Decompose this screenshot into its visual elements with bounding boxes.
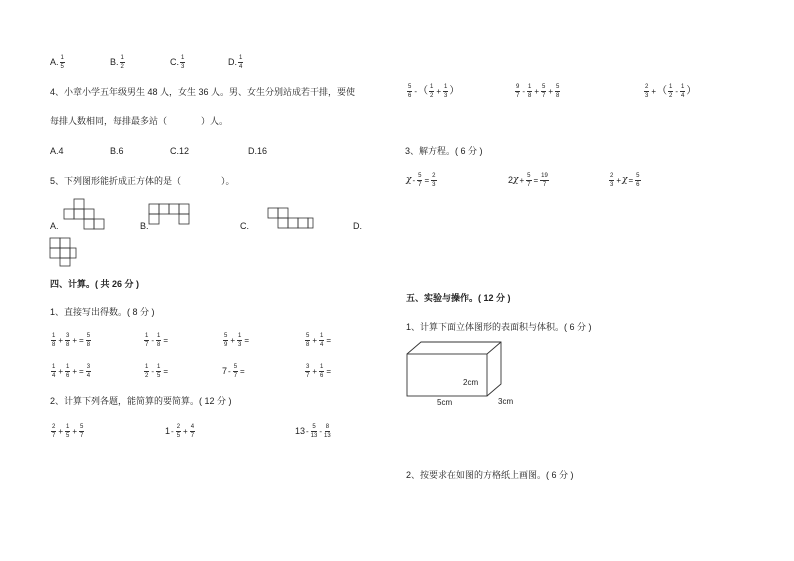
operator: =	[244, 335, 250, 345]
denominator: 3	[238, 342, 242, 348]
operator: -	[319, 426, 323, 436]
q5-label-b: B.	[140, 221, 149, 231]
choice-letter: D.	[228, 57, 237, 67]
fraction	[680, 84, 685, 99]
denominator: 2	[430, 93, 434, 99]
fraction	[237, 333, 242, 348]
fraction	[238, 55, 243, 70]
denominator: 7	[418, 182, 422, 188]
q4-choice-d: D.16	[248, 146, 268, 156]
operator: +	[436, 86, 442, 96]
variable-x: χ	[406, 175, 412, 185]
numerator: 1	[681, 84, 685, 90]
numerator: 5	[80, 424, 84, 430]
fraction	[190, 424, 195, 439]
numerator: 1	[60, 55, 64, 61]
operator: -	[151, 366, 155, 376]
denominator: 8	[52, 342, 56, 348]
denominator: 4	[52, 373, 56, 379]
fraction	[324, 424, 331, 439]
fraction	[417, 173, 422, 188]
denominator: 7	[516, 93, 520, 99]
operator: +	[534, 86, 540, 96]
numerator: 3	[86, 364, 91, 370]
operator: +	[58, 366, 64, 376]
denominator: 4	[681, 93, 685, 99]
cuboid-figure	[405, 340, 505, 400]
denominator: 8	[306, 342, 310, 348]
choice-letter: B.	[110, 57, 119, 67]
fraction	[443, 84, 448, 99]
calc-item	[295, 424, 332, 439]
question-4-line2-b: ）人。	[201, 116, 229, 126]
operator: =	[424, 175, 430, 185]
denominator: 2	[145, 373, 149, 379]
denominator: 8	[66, 342, 70, 348]
numerator: 9	[516, 84, 520, 90]
choice-letter: A.	[50, 57, 59, 67]
fraction	[79, 424, 84, 439]
denominator: 5	[157, 373, 161, 379]
fraction	[635, 173, 640, 188]
operator: +	[72, 335, 78, 345]
calc-item	[165, 424, 196, 439]
numerator: 1	[157, 333, 161, 339]
denominator: 7	[527, 182, 531, 188]
operator: -	[522, 86, 526, 96]
denominator: 8	[556, 93, 560, 99]
operator: =	[79, 366, 84, 376]
fraction	[120, 55, 125, 70]
operator: +	[312, 335, 318, 345]
equation-title: 3、解方程。( 6 分 )	[405, 146, 483, 156]
fraction	[526, 173, 531, 188]
denominator: 3	[181, 64, 185, 70]
q3-choice	[170, 55, 186, 70]
numerator: 5	[233, 364, 238, 370]
calc-item	[143, 333, 169, 348]
q5-label-a: A.	[50, 221, 59, 231]
cube-net-d	[50, 238, 80, 268]
integer: 1	[165, 426, 171, 436]
equation	[608, 173, 642, 188]
operator: -	[412, 175, 416, 185]
calc-q2-title: 2、计算下列各题，能简算的要简算。( 12 分 )	[50, 396, 232, 406]
fraction	[311, 424, 318, 439]
operator: -	[306, 426, 309, 436]
denominator: 7	[80, 433, 84, 439]
q4-choice-b: B.6	[110, 146, 124, 156]
denominator: 8	[157, 342, 161, 348]
cube-net-b	[149, 204, 193, 228]
calc-item	[50, 364, 92, 379]
q3-choice	[228, 55, 244, 70]
parenthesis: ）	[686, 85, 697, 97]
cube-net-c	[268, 208, 314, 230]
question-5-close: ）。	[221, 176, 235, 186]
numerator: 2	[610, 173, 614, 179]
numerator: 5	[636, 173, 640, 179]
numerator: 1	[145, 333, 149, 339]
operator: +	[519, 175, 525, 185]
operator: +	[58, 426, 64, 436]
numerator: 2	[645, 84, 649, 90]
cube-net-a	[64, 199, 110, 231]
calc-item	[514, 84, 561, 99]
integer: 13	[295, 426, 306, 436]
numerator: 5	[224, 333, 228, 339]
denominator: 6	[636, 182, 640, 188]
operator: +	[58, 335, 64, 345]
denominator: 3	[610, 182, 614, 188]
q4-choice-c: C.12	[170, 146, 190, 156]
numerator: 19	[541, 173, 548, 179]
fraction	[429, 84, 434, 99]
question-4-line2-a: 每排人数相同，每排最多站（	[50, 116, 168, 126]
parenthesis: （	[418, 85, 429, 97]
numerator: 1	[181, 55, 185, 61]
denominator: 9	[224, 342, 228, 348]
variable-x: χ	[513, 175, 519, 185]
numerator: 1	[66, 364, 70, 370]
calc-item	[143, 364, 169, 379]
numerator: 1	[157, 364, 161, 370]
operator: +	[616, 175, 622, 185]
numerator: 5	[556, 84, 560, 90]
fraction	[144, 333, 149, 348]
q5-label-d: D.	[353, 221, 362, 231]
variable-x: χ	[622, 175, 628, 185]
fraction	[527, 84, 532, 99]
numerator: 5	[306, 333, 310, 339]
numerator: 5	[408, 84, 412, 90]
calc-item	[304, 333, 332, 348]
denominator: 6	[66, 373, 70, 379]
numerator: 5	[86, 333, 91, 339]
fraction	[233, 364, 238, 379]
denominator: 4	[239, 64, 243, 70]
fraction	[65, 364, 70, 379]
fraction	[65, 333, 70, 348]
denominator: 7	[306, 373, 310, 379]
numerator: 5	[312, 424, 316, 430]
denominator: 7	[190, 433, 195, 439]
denominator: 6	[320, 373, 324, 379]
operator: +	[548, 86, 554, 96]
operator: +	[312, 366, 318, 376]
denominator: 3	[432, 182, 436, 188]
denominator: 3	[444, 93, 448, 99]
fraction	[515, 84, 520, 99]
numerator: 1	[52, 333, 56, 339]
numerator: 5	[542, 84, 546, 90]
numerator: 1	[120, 55, 124, 61]
drawing-q2-title: 2、按要求在如图的方格纸上画图。( 6 分 )	[406, 470, 574, 480]
operator: =	[533, 175, 539, 185]
denominator: 7	[542, 182, 547, 188]
operator: =	[240, 366, 245, 376]
numerator: 1	[430, 84, 434, 90]
denominator: 5	[66, 433, 70, 439]
denominator: 8	[86, 342, 91, 348]
fraction	[156, 364, 161, 379]
cuboid-width-label: 3cm	[498, 397, 514, 406]
denominator: 7	[52, 433, 56, 439]
fraction	[431, 173, 436, 188]
denominator: 5	[60, 64, 64, 70]
question-5-stem: 5、下列图形能折成正方体的是（	[50, 176, 182, 186]
operator: +	[651, 86, 657, 96]
fraction	[60, 55, 65, 70]
denominator: 2	[120, 64, 124, 70]
numerator: 1	[320, 364, 324, 370]
fraction	[609, 173, 614, 188]
operator: =	[79, 335, 84, 345]
question-4-line2	[50, 117, 228, 126]
section-4-title: 四、计算。( 共 26 分 )	[50, 279, 140, 289]
denominator: 7	[233, 373, 238, 379]
section-5-title: 五、实验与操作。( 12 分 )	[406, 293, 511, 303]
numerator: 4	[190, 424, 195, 430]
operator: -	[414, 86, 418, 96]
fraction	[51, 333, 56, 348]
numerator: 3	[66, 333, 70, 339]
numerator: 1	[669, 84, 673, 90]
fraction	[223, 333, 228, 348]
numerator: 1	[528, 84, 532, 90]
denominator: 6	[408, 93, 412, 99]
denominator: 7	[145, 342, 149, 348]
operator: +	[72, 426, 78, 436]
operator: -	[151, 335, 155, 345]
denominator: 3	[645, 93, 649, 99]
parenthesis: （	[657, 85, 668, 97]
denominator: 5	[176, 433, 181, 439]
cuboid-height-label: 2cm	[463, 378, 479, 387]
operator: +	[183, 426, 188, 436]
fraction	[51, 364, 56, 379]
numerator: 2	[52, 424, 56, 430]
calc-item	[50, 424, 85, 439]
calc-item	[304, 364, 332, 379]
fraction	[176, 424, 181, 439]
fraction	[86, 364, 91, 379]
calc-item	[406, 84, 459, 99]
operator: +	[72, 366, 78, 376]
numerator: 8	[325, 424, 330, 430]
numerator: 3	[306, 364, 310, 370]
fraction	[305, 364, 310, 379]
numerator: 5	[527, 173, 531, 179]
calc-q1-title: 1、直接写出得数。( 8 分 )	[50, 307, 155, 317]
denominator: 13	[310, 433, 318, 439]
numerator: 1	[444, 84, 448, 90]
fraction	[65, 424, 70, 439]
denominator: 8	[528, 93, 532, 99]
denominator: 4	[86, 373, 91, 379]
question-5-text	[50, 177, 235, 186]
q5-label-c: C.	[240, 221, 249, 231]
fraction	[407, 84, 412, 99]
numerator: 2	[176, 424, 181, 430]
numerator: 1	[66, 424, 70, 430]
denominator: 7	[542, 93, 546, 99]
fraction	[144, 364, 149, 379]
parenthesis: ）	[449, 85, 460, 97]
denominator: 13	[324, 433, 331, 439]
calc-item	[643, 84, 696, 99]
integer: 7	[222, 366, 228, 376]
operator: =	[628, 175, 634, 185]
operator: =	[163, 366, 169, 376]
denominator: 2	[669, 93, 673, 99]
fraction	[541, 84, 546, 99]
denominator: 4	[320, 342, 324, 348]
operator: =	[326, 335, 332, 345]
fraction	[668, 84, 673, 99]
operator: =	[326, 366, 332, 376]
operator: =	[163, 335, 169, 345]
fraction	[319, 364, 324, 379]
fraction	[319, 333, 324, 348]
numerator: 2	[432, 173, 436, 179]
numerator: 1	[239, 55, 243, 61]
numerator: 1	[320, 333, 324, 339]
fraction	[540, 173, 549, 188]
solid-q1-title: 1、计算下面立体图形的表面积与体积。( 6 分 )	[406, 322, 592, 332]
equation	[508, 173, 550, 188]
fraction	[644, 84, 649, 99]
choice-letter: C.	[170, 57, 179, 67]
numerator: 5	[418, 173, 422, 179]
cuboid-length-label: 5cm	[437, 398, 453, 407]
q3-choice	[50, 55, 66, 70]
fraction	[51, 424, 56, 439]
fraction	[156, 333, 161, 348]
calc-item	[50, 333, 92, 348]
numerator: 1	[145, 364, 149, 370]
numerator: 1	[52, 364, 56, 370]
question-4-line1: 4、小章小学五年级男生 48 人，女生 36 人。男、女生分别站成若干排，要使	[50, 87, 356, 97]
fraction	[86, 333, 91, 348]
equation	[406, 173, 438, 188]
fraction	[305, 333, 310, 348]
calc-item	[222, 333, 250, 348]
integer: 2	[508, 175, 514, 185]
operator: -	[675, 86, 679, 96]
operator: +	[230, 335, 236, 345]
operator: -	[228, 366, 231, 376]
q3-choice	[110, 55, 126, 70]
fraction	[180, 55, 185, 70]
calc-item	[222, 364, 246, 379]
q4-choice-a: A.4	[50, 146, 64, 156]
fraction	[555, 84, 560, 99]
operator: -	[171, 426, 174, 436]
numerator: 1	[238, 333, 242, 339]
